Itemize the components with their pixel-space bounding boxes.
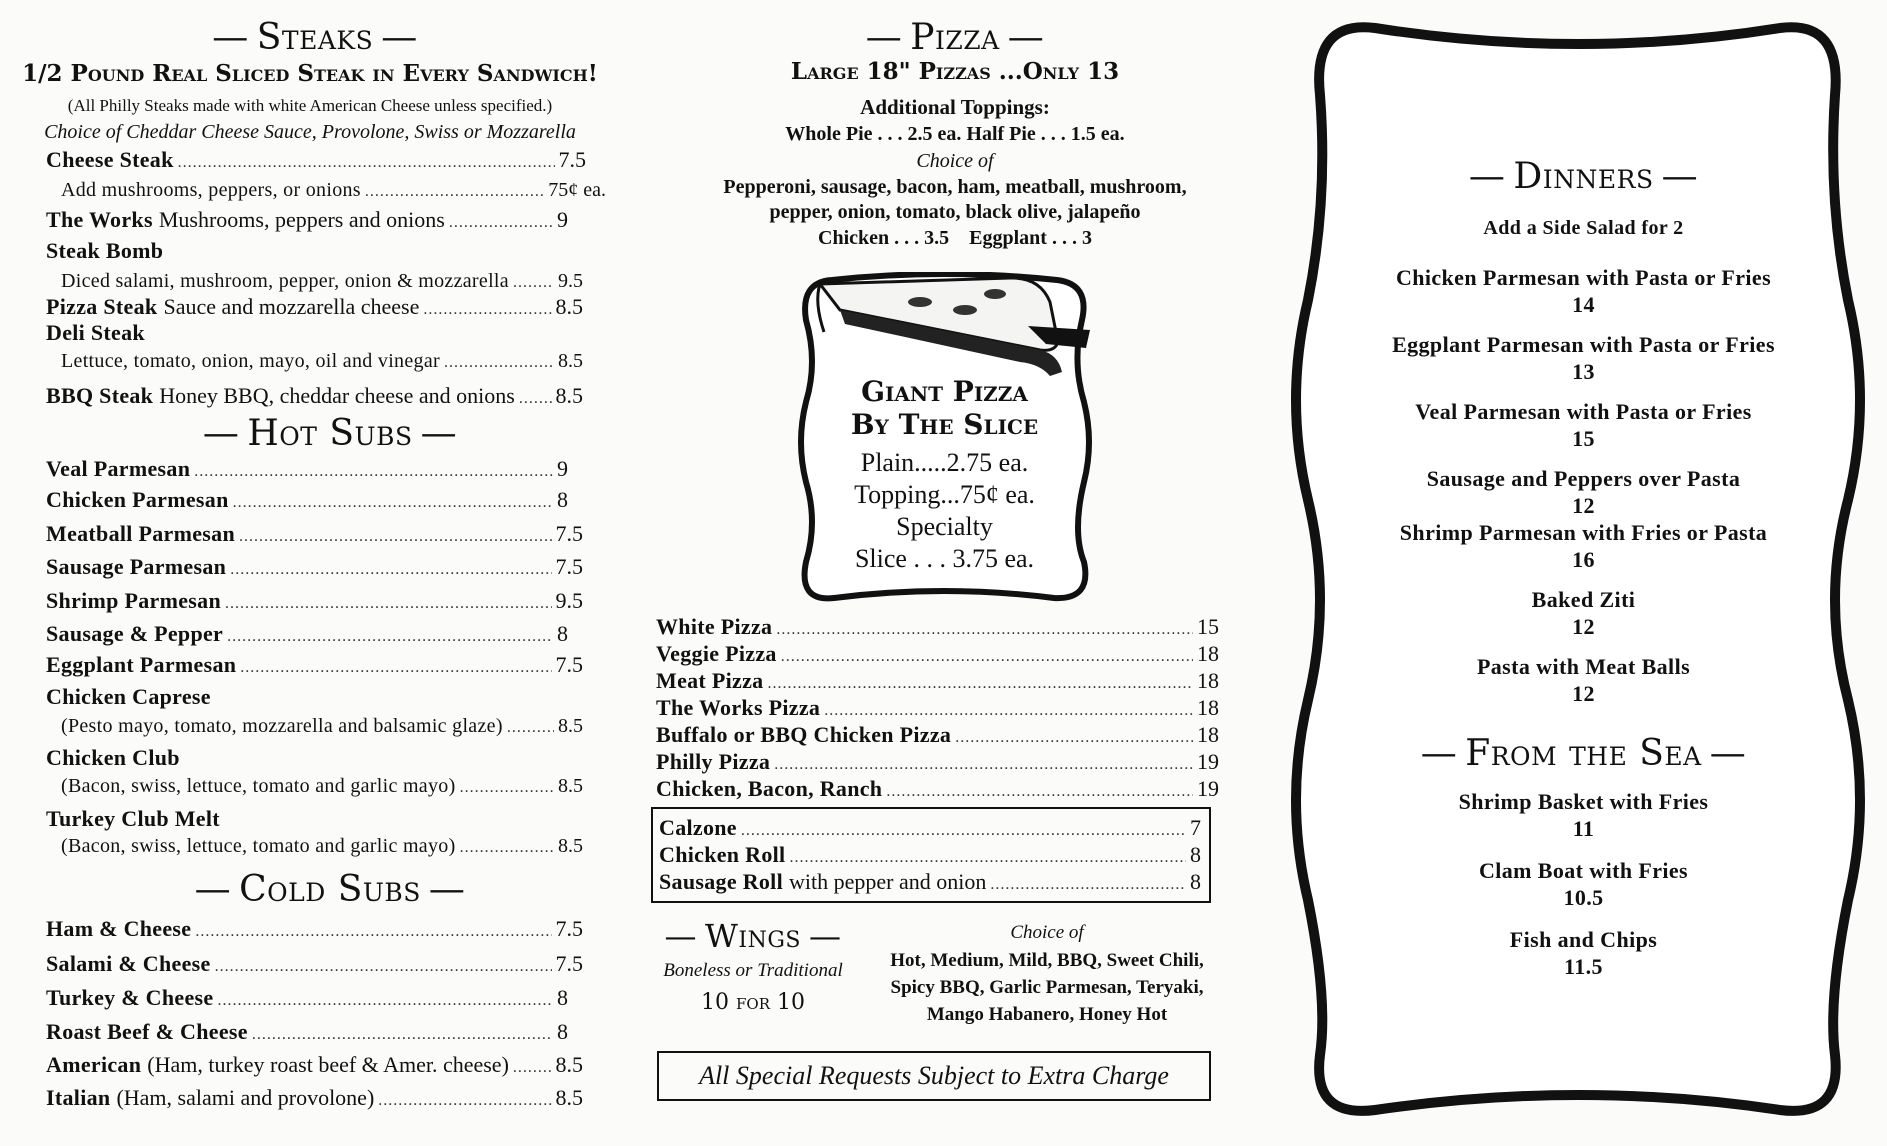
menu-item-chicken-caprese-desc: (Pesto mayo, tomato, mozzarella and balsamic glaze) ..... 8.5 <box>61 713 583 741</box>
menu-item-deli-steak: Deli Steak <box>46 320 145 345</box>
menu-item-calzone: Calzone ..... 7 <box>659 815 1201 844</box>
menu-item-chicken-roll: Chicken Roll ..... 8 <box>659 842 1201 871</box>
menu-item-pizza-steak: Pizza Steak Sauce and mozzarella cheese ..... 8.5 <box>46 294 583 323</box>
steaks-choice: Choice of Cheddar Cheese Sauce, Provolone, Swiss or Mozzarella <box>44 121 576 143</box>
sea-item-clam-boat: Clam Boat with Fries <box>1478 858 1689 883</box>
steaks-note: (All Philly Steaks made with white American Cheese unless specified.) <box>67 96 553 115</box>
toppings-line-2: pepper, onion, tomato, black olive, jalapeño <box>769 201 1141 223</box>
sea-price-fish-chips: 11.5 <box>1564 954 1603 979</box>
menu-item-add-ons: Add mushrooms, peppers, or onions ..... 75¢ ea. <box>61 177 606 205</box>
menu-item-sausage-pepper: Sausage & Pepper ..... 8 <box>46 621 568 650</box>
menu-item-american: American (Ham, turkey roast beef & Amer. cheese) ..... 8.5 <box>46 1052 583 1081</box>
slice-title-1: Giant Pizza <box>861 375 1028 408</box>
menu-item-roast-beef-cheese: Roast Beef & Cheese ..... 8 <box>46 1019 568 1048</box>
menu-item-philly-pizza: Philly Pizza ..... 19 <box>656 749 1219 778</box>
toppings-prices: Whole Pie . . . 2.5 ea. Half Pie . . . 1.5 ea. <box>785 123 1125 145</box>
menu-item-meatball-parmesan: Meatball Parmesan ..... 7.5 <box>46 521 583 550</box>
special-requests-box <box>657 1051 1211 1101</box>
toppings-choice: Choice of <box>916 150 994 172</box>
dinner-item-baked-ziti: Baked Ziti <box>1531 587 1636 612</box>
dinner-price-pasta-meatballs: 12 <box>1572 681 1595 706</box>
dinner-price-shrimp-parmesan: 16 <box>1572 547 1595 572</box>
left-panel <box>0 0 640 1146</box>
wings-flavors-line-2: Spicy BBQ, Garlic Parmesan, Teryaki, <box>890 977 1204 998</box>
toppings-line-3: Chicken . . . 3.5 Eggplant . . . 3 <box>818 227 1092 249</box>
menu-item-chicken-club-desc: (Bacon, swiss, lettuce, tomato and garlic mayo) ..... 8.5 <box>61 773 583 801</box>
slice-plain: Plain.....2.75 ea. <box>860 448 1029 477</box>
menu-item-turkey-club-melt-desc: (Bacon, swiss, lettuce, tomato and garlic mayo) ..... 8.5 <box>61 833 583 861</box>
slice-topping: Topping...75¢ ea. <box>854 480 1035 509</box>
menu-item-sausage-roll: Sausage Roll with pepper and onion ..... 8 <box>659 869 1201 898</box>
slice-specialty-price: Slice . . . 3.75 ea. <box>854 544 1035 573</box>
wings-heading: — Wings — <box>664 917 842 955</box>
dinner-price-eggplant-parmesan: 13 <box>1572 359 1595 384</box>
calzone-box <box>651 807 1211 903</box>
pizza-slice-icon <box>800 272 1100 382</box>
dinner-price-baked-ziti: 12 <box>1572 614 1595 639</box>
menu-item-chicken-bacon-ranch: Chicken, Bacon, Ranch ..... 19 <box>656 776 1219 805</box>
slice-specialty: Specialty <box>896 512 993 541</box>
menu-item-salami-cheese: Salami & Cheese ..... 7.5 <box>46 951 583 980</box>
menu-item-turkey-club-melt: Turkey Club Melt <box>46 806 220 831</box>
menu-item-the-works: The Works Mushrooms, peppers and onions ..... 9 <box>46 207 568 236</box>
steaks-subtitle: 1/2 Pound Real Sliced Steak in Every Sandwich! <box>22 60 598 87</box>
right-panel <box>1280 0 1887 1146</box>
hot-subs-heading: — Hot Subs — <box>202 413 458 454</box>
menu-item-meat-pizza: Meat Pizza ..... 18 <box>656 668 1219 697</box>
cold-subs-heading: — Cold Subs — <box>194 869 466 910</box>
menu-item-chicken-caprese: Chicken Caprese <box>46 684 211 709</box>
sea-price-clam-boat: 10.5 <box>1563 885 1604 910</box>
dinner-item-pasta-meatballs: Pasta with Meat Balls <box>1476 654 1691 679</box>
special-requests-note: All Special Requests Subject to Extra Charge <box>699 1061 1169 1090</box>
steaks-heading: — Steaks — <box>212 17 418 58</box>
menu-item-eggplant-parmesan: Eggplant Parmesan ..... 7.5 <box>46 652 583 681</box>
dinner-item-shrimp-parmesan: Shrimp Parmesan with Fries or Pasta <box>1399 520 1768 545</box>
menu-item-deli-steak-desc: Lettuce, tomato, onion, mayo, oil and vinegar ..... 8.5 <box>61 348 583 376</box>
from-the-sea-heading: — From the Sea — <box>1420 733 1747 774</box>
menu-item-chicken-parmesan: Chicken Parmesan ..... 8 <box>46 487 568 516</box>
wings-flavors-line-1: Hot, Medium, Mild, BBQ, Sweet Chili, <box>890 950 1204 971</box>
dinner-item-eggplant-parmesan: Eggplant Parmesan with Pasta or Fries <box>1392 332 1775 357</box>
pizza-slice-box <box>792 272 1097 606</box>
dinner-price-sausage-peppers: 12 <box>1572 493 1595 518</box>
sea-price-shrimp-basket: 11 <box>1572 816 1595 841</box>
toppings-line-1: Pepperoni, sausage, bacon, ham, meatball, mushroom, <box>723 176 1187 198</box>
middle-panel <box>640 0 1280 1146</box>
menu-item-steak-bomb: Steak Bomb <box>46 238 164 263</box>
dinners-side-note: Add a Side Salad for 2 <box>1483 217 1684 239</box>
wings-choice: Choice of <box>1010 922 1084 943</box>
menu-item-steak-bomb-desc: Diced salami, mushroom, pepper, onion & mozzarella ..... 9.5 <box>61 268 583 296</box>
dinner-price-veal-parmesan: 15 <box>1572 426 1595 451</box>
menu-item-sausage-parmesan: Sausage Parmesan ..... 7.5 <box>46 554 583 583</box>
dinner-price-chicken-parmesan: 14 <box>1572 292 1595 317</box>
menu-item-ham-cheese: Ham & Cheese ..... 7.5 <box>46 916 583 945</box>
wings-flavors-line-3: Mango Habanero, Honey Hot <box>926 1004 1168 1025</box>
toppings-title: Additional Toppings: <box>860 95 1050 119</box>
menu-item-italian: Italian (Ham, salami and provolone) ..... 8.5 <box>46 1085 583 1114</box>
menu-item-white-pizza: White Pizza ..... 15 <box>656 614 1219 643</box>
dinner-item-sausage-peppers: Sausage and Peppers over Pasta <box>1426 466 1741 491</box>
sea-item-shrimp-basket: Shrimp Basket with Fries <box>1458 789 1709 814</box>
pizza-heading: — Pizza — <box>865 17 1045 58</box>
slice-title-2: By The Slice <box>850 408 1039 441</box>
wings-flavors <box>872 922 1222 1032</box>
sea-item-fish-chips: Fish and Chips <box>1509 927 1658 952</box>
menu-item-turkey-cheese: Turkey & Cheese ..... 8 <box>46 985 568 1014</box>
wings-deal: 10 for 10 <box>701 990 805 1015</box>
menu-item-shrimp-parmesan: Shrimp Parmesan ..... 9.5 <box>46 588 583 617</box>
menu-item-works-pizza: The Works Pizza ..... 18 <box>656 695 1219 724</box>
menu-item-bbq-steak: BBQ Steak Honey BBQ, cheddar cheese and onions ..... 8.5 <box>46 383 583 412</box>
menu-item-veggie-pizza: Veggie Pizza ..... 18 <box>656 641 1219 670</box>
dinner-item-veal-parmesan: Veal Parmesan with Pasta or Fries <box>1415 399 1752 424</box>
menu-item-bbq-chicken-pizza: Buffalo or BBQ Chicken Pizza ..... 18 <box>656 722 1219 751</box>
pizza-subtitle: Large 18" Pizzas ...Only 13 <box>790 58 1120 85</box>
dinners-heading: — Dinners — <box>1468 156 1699 197</box>
menu-item-chicken-club: Chicken Club <box>46 745 180 770</box>
wings-block <box>658 918 848 1028</box>
menu-item-cheese-steak: Cheese Steak ..... 7.5 <box>46 147 586 176</box>
menu-item-veal-parmesan: Veal Parmesan ..... 9 <box>46 456 568 485</box>
wings-style: Boneless or Traditional <box>663 960 843 981</box>
dinner-item-chicken-parmesan: Chicken Parmesan with Pasta or Fries <box>1395 265 1772 290</box>
